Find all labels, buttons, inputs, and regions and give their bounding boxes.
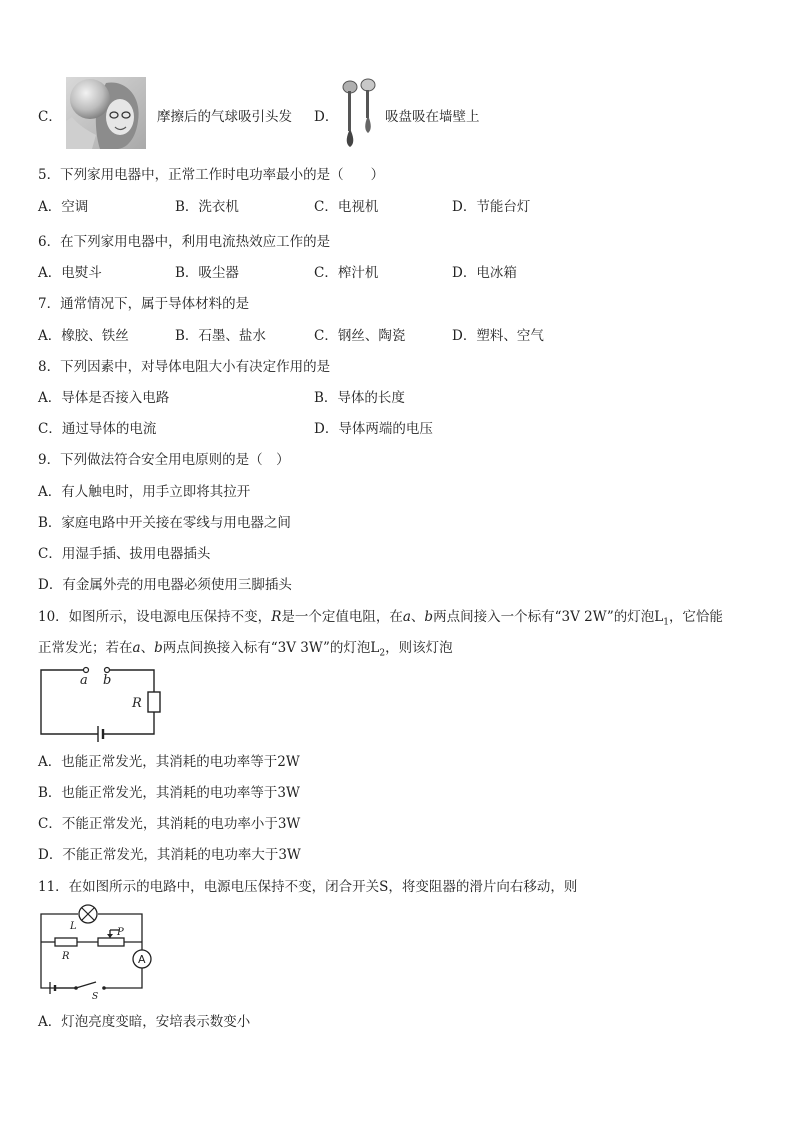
q10-fig-label-a: a [80,673,88,688]
q9-option-a: A．有人触电时，用手立即将其拉开 [38,484,251,500]
q9-stem: 9．下列做法符合安全用电原则的是（ ） [38,452,290,468]
q10-circuit-diagram [36,664,166,746]
q10-stem-part: 两点间换接入标有“3V 3W”的灯泡L [162,640,380,656]
q11-stem: 11．在如图所示的电路中，电源电压保持不变，闭合开关S，将变阻器的滑片向右移动，则 [38,879,578,895]
q11-fig-label-p: P [117,927,124,938]
q10-stem-subscript-1: 1 [663,617,669,628]
q6-option-a: A．电熨斗 [38,265,102,281]
q10-stem-part: ，它恰能 [668,609,723,625]
q4-option-c-letter: C． [38,109,62,125]
q4-option-c-text: 摩擦后的气球吸引头发 [157,109,292,125]
q4-option-d-text: 吸盘吸在墙壁上 [385,109,480,125]
q10-option-a: A．也能正常发光，其消耗的电功率等于2W [38,754,300,770]
q10-option-c: C．不能正常发光，其消耗的电功率小于3W [38,816,301,832]
q7-option-a: A．橡胶、铁丝 [38,328,129,344]
q11-fig-label-l: L [70,921,77,932]
q9-option-d: D．有金属外壳的用电器必须使用三脚插头 [38,577,292,593]
q10-option-d: D．不能正常发光，其消耗的电功率大于3W [38,847,301,863]
q11-option-a: A．灯泡亮度变暗，安培表示数变小 [38,1014,251,1030]
q10-stem-b-symbol: b [424,609,434,625]
q10-stem-line2 [38,639,453,663]
q6-stem: 6．在下列家用电器中，利用电流热效应工作的是 [38,234,331,250]
q10-stem-r-symbol: R [271,609,282,625]
q8-option-a: A．导体是否接入电路 [38,390,170,406]
q6-option-b: B．吸尘器 [175,265,239,281]
balloon-hair-photo [66,77,146,149]
q10-fig-label-b: b [103,673,112,688]
q8-option-b: B．导体的长度 [314,390,405,406]
q10-stem-subscript-2: 2 [379,648,386,659]
q10-stem-part: 、 [140,640,155,656]
q7-stem: 7．通常情况下，属于导体材料的是 [38,296,250,312]
q10-stem-part: ，则该灯泡 [385,640,453,656]
q6-option-c: C．榨汁机 [314,265,379,281]
q8-option-d: D．导体两端的电压 [314,421,433,437]
q11-circuit-diagram [36,902,160,1002]
q9-option-b: B．家庭电路中开关接在零线与用电器之间 [38,515,291,531]
q5-option-c: C．电视机 [314,199,379,215]
q10-option-b: B．也能正常发光，其消耗的电功率等于3W [38,785,300,801]
q10-stem-part: 是一个定值电阻，在 [281,609,403,625]
q5-stem: 5．下列家用电器中，正常工作时电功率最小的是（ ） [38,167,385,183]
suction-cup-hook-image [338,77,380,151]
q7-option-c: C．钢丝、陶瓷 [314,328,406,344]
q8-option-c: C．通过导体的电流 [38,421,157,437]
q10-stem-b-symbol: b [154,640,163,656]
q7-option-d: D．塑料、空气 [452,328,544,344]
q9-option-c: C．用湿手插、拔用电器插头 [38,546,211,562]
q5-option-d: D．节能台灯 [452,199,531,215]
q6-option-d: D．电冰箱 [452,265,517,281]
q10-stem-a-symbol: a [402,609,411,625]
q10-stem-part: 、 [410,609,425,625]
ammeter-icon: A [138,953,146,966]
q5-option-a: A．空调 [38,199,89,215]
q10-stem-line1 [38,608,723,632]
q7-option-b: B．石墨、盐水 [175,328,266,344]
q10-stem-part: 两点间接入一个标有“3V 2W”的灯泡L [433,609,664,625]
q10-stem-part: 正常发光；若在 [38,640,133,656]
q10-stem-part: 10．如图所示，设电源电压保持不变， [38,609,272,625]
q8-stem: 8．下列因素中，对导体电阻大小有决定作用的是 [38,359,331,375]
q11-fig-label-s: S [92,992,99,1002]
q10-stem-a-symbol: a [132,640,141,656]
q10-fig-label-r: R [132,696,142,711]
q5-option-b: B．洗衣机 [175,199,239,215]
q11-fig-label-r: R [62,951,70,962]
q4-option-d-letter: D． [314,109,339,125]
